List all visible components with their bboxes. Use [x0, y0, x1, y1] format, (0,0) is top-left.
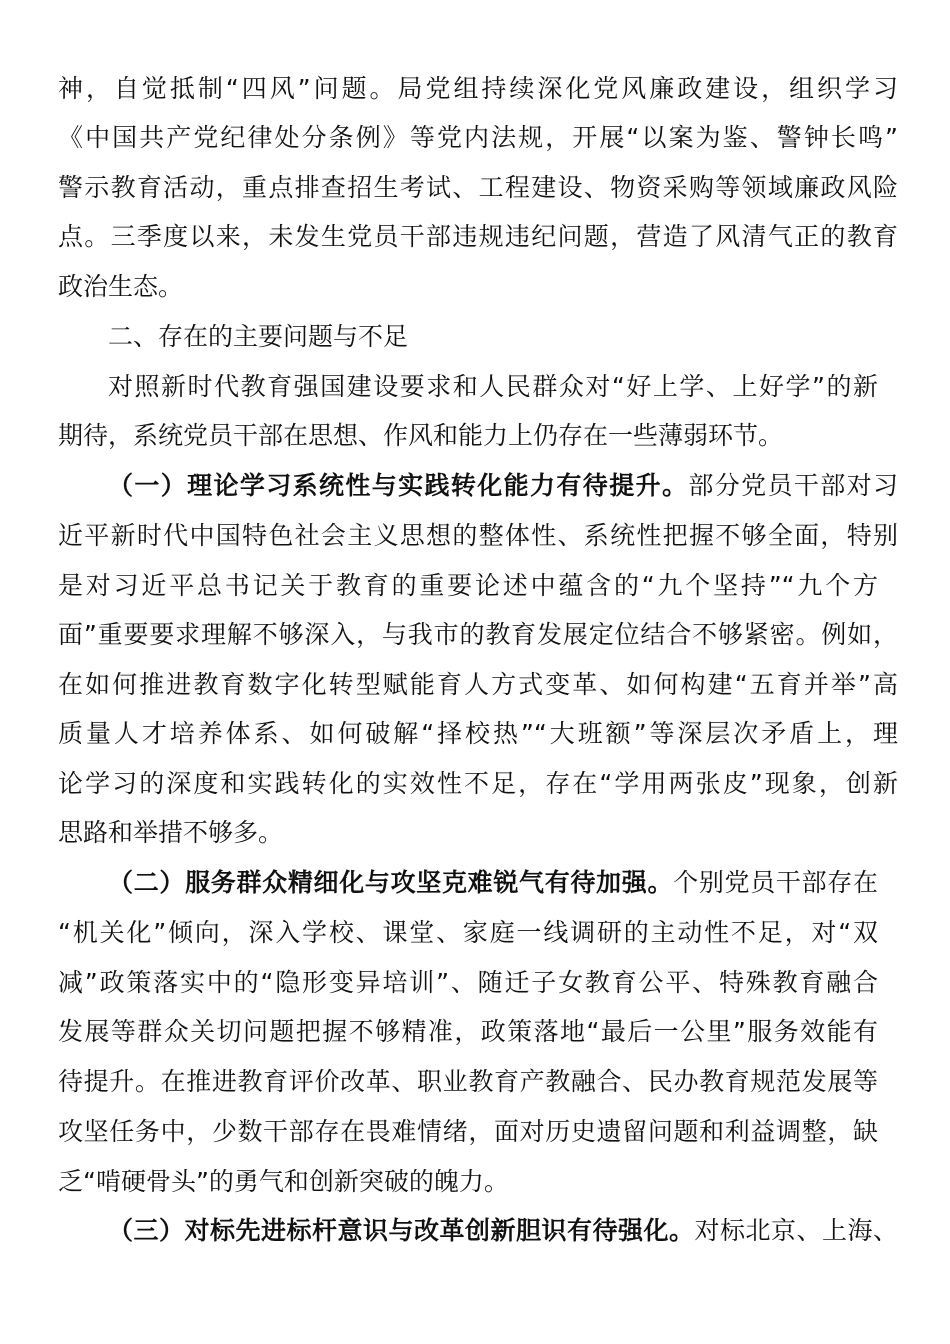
- body-text-line: 点。三季度以来，未发生党员干部违规违纪问题，营造了风清气正的教育: [58, 222, 898, 251]
- body-text: 部分党员干部对习: [688, 471, 898, 500]
- body-text-line: 警示教育活动，重点排查招生考试、工程建设、物资采购等领域廉政风险: [58, 173, 898, 202]
- section-heading: 二、存在的主要问题与不足: [108, 322, 409, 351]
- body-text-line: 攻坚任务中，少数干部存在畏难情绪，面对历史遗留问题和利益调整，缺: [58, 1117, 878, 1146]
- body-text-line: 对照新时代教育强国建设要求和人民群众对“好上学、上好学”的新: [108, 372, 878, 401]
- body-text-line: 思路和举措不够多。: [58, 818, 284, 847]
- subsection-paragraph-start: [108, 461, 898, 511]
- subsection-paragraph-start: [108, 858, 878, 908]
- subsection-heading: （三）对标先进标杆意识与改革创新胆识有待强化。: [108, 1216, 695, 1245]
- body-text-line: 减”政策落实中的“隐形变异培训”、随迁子女教育公平、特殊教育融合: [58, 968, 878, 997]
- body-text-line: “机关化”倾向，深入学校、课堂、家庭一线调研的主动性不足，对“双: [58, 918, 878, 947]
- body-text-line: 乏“啃硬骨头”的勇气和创新突破的魄力。: [58, 1167, 509, 1196]
- body-text-line: 质量人才培养体系、如何破解“择校热”“大班额”等深层次矛盾上，理: [58, 719, 898, 748]
- body-text: 个别党员干部存在: [673, 868, 878, 897]
- subsection-paragraph-start: [108, 1206, 898, 1256]
- body-text-line: 面”重要要求理解不够深入，与我市的教育发展定位结合不够紧密。例如，: [58, 620, 898, 649]
- body-text-line: 期待，系统党员干部在思想、作风和能力上仍存在一些薄弱环节。: [58, 421, 784, 450]
- body-text: 对标北京、上海、: [694, 1216, 898, 1245]
- body-text-line: 待提升。在推进教育评价改革、职业教育产教融合、民办教育规范发展等: [58, 1067, 878, 1096]
- subsection-heading: （一）理论学习系统性与实践转化能力有待提升。: [108, 471, 689, 500]
- body-text-line: 在如何推进教育数字化转型赋能育人方式变革、如何构建“五育并举”高: [58, 670, 898, 699]
- body-text-line: 近平新时代中国特色社会主义思想的整体性、系统性把握不够全面，特别: [58, 521, 898, 550]
- subsection-heading: （二）服务群众精细化与攻坚克难锐气有待加强。: [108, 868, 674, 897]
- body-text-line: 政治生态。: [58, 272, 184, 301]
- body-text-line: 《中国共产党纪律处分条例》等党内法规，开展“以案为鉴、警钟长鸣”: [58, 123, 898, 152]
- body-text-line: 是对习近平总书记关于教育的重要论述中蕴含的“九个坚持”“九个方: [58, 571, 878, 600]
- body-text-line: 发展等群众关切问题把握不够精准，政策落地“最后一公里”服务效能有: [58, 1017, 878, 1046]
- body-text-line: 论学习的深度和实践转化的实效性不足，存在“学用两张皮”现象，创新: [58, 769, 898, 798]
- body-text-line: 神，自觉抵制“四风”问题。局党组持续深化党风廉政建设，组织学习: [58, 74, 898, 103]
